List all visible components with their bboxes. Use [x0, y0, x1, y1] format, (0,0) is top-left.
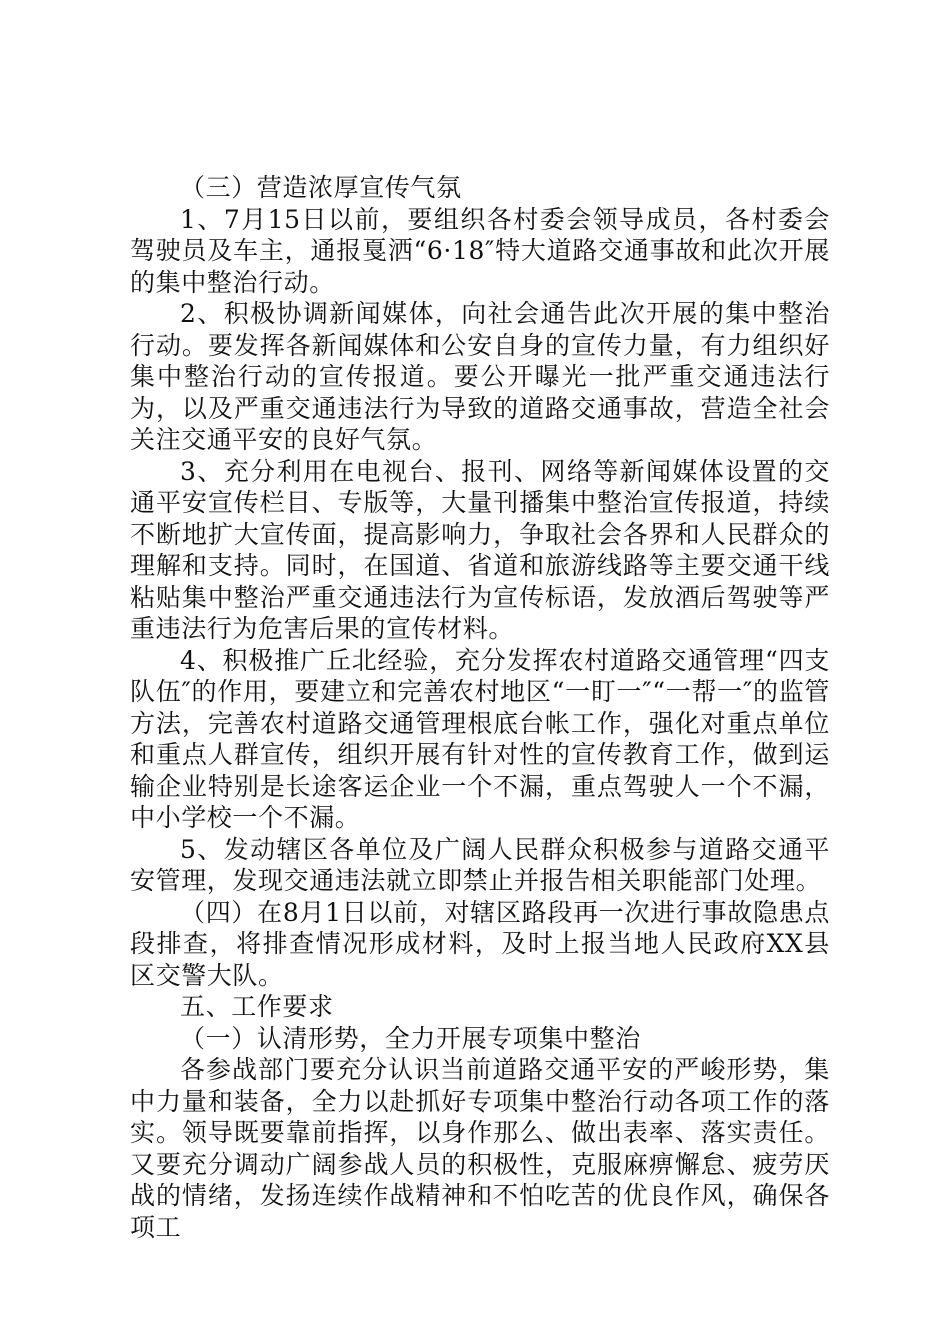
subsection-heading-1: （一）认清形势，全力开展专项集中整治	[180, 1023, 641, 1053]
paragraph-requirements: 各参战部门要充分认识当前道路交通平安的严峻形势，集中力量和装备，全力以赴抓好专项集中整治行动各项工作的落实。领导既要靠前指挥，以身作那么、做出表率、落实责任。又要充分调动广阔参战人员的积极性，克服麻痹懈怠、疲劳厌战的情绪，发扬连续作战精神和不怕吃苦的优良作风，确保各项工	[130, 1055, 830, 1242]
section-heading-3: （三）营造浓厚宣传气氛	[180, 173, 462, 202]
document-body	[130, 172, 830, 1243]
section-heading-4: （四）在8月1日以前，对辖区路段再一次进行事故隐患点段排查，将排查情况形成材料，及时上报当地人民政府XX县区交警大队。	[130, 897, 830, 990]
paragraph-item-1: 1、7月15日以前，要组织各村委会领导成员，各村委会驾驶员及车主，通报戛洒“6·18″特大道路交通事故和此次开展的集中整治行动。	[130, 204, 830, 297]
paragraph-item-5: 5、发动辖区各单位及广阔人民群众积极参与道路交通平安管理，发现交通违法就立即禁止并报告相关职能部门处理。	[130, 834, 830, 895]
paragraph-item-2: 2、积极协调新闻媒体，向社会通告此次开展的集中整治行动。要发挥各新闻媒体和公安自身的宣传力量，有力组织好集中整治行动的宣传报道。要公开曝光一批严重交通违法行为，以及严重交通违法行为导致的道路交通事故，营造全社会关注交通平安的良好气氛。	[130, 299, 830, 454]
paragraph-item-4: 4、积极推广丘北经验，充分发挥农村道路交通管理“四支队伍″的作用，要建立和完善农村地区“一盯一″“一帮一″的监管方法，完善农村道路交通管理根底台帐工作，强化对重点单位和重点人群宣传，组织开展有针对性的宣传教育工作，做到运输企业特别是长途客运企业一个不漏，重点驾驶人一个不漏，中小学校一个不漏。	[130, 645, 830, 832]
paragraph-item-3: 3、充分利用在电视台、报刊、网络等新闻媒体设置的交通平安宣传栏目、专版等，大量刊播集中整治宣传报道，持续不断地扩大宣传面，提高影响力，争取社会各界和人民群众的理解和支持。同时，在国道、省道和旅游线路等主要交通干线粘贴集中整治严重交通违法行为宣传标语，发放酒后驾驶等严重违法行为危害后果的宣传材料。	[130, 456, 830, 643]
chapter-heading-5: 五、工作要求	[180, 992, 334, 1021]
